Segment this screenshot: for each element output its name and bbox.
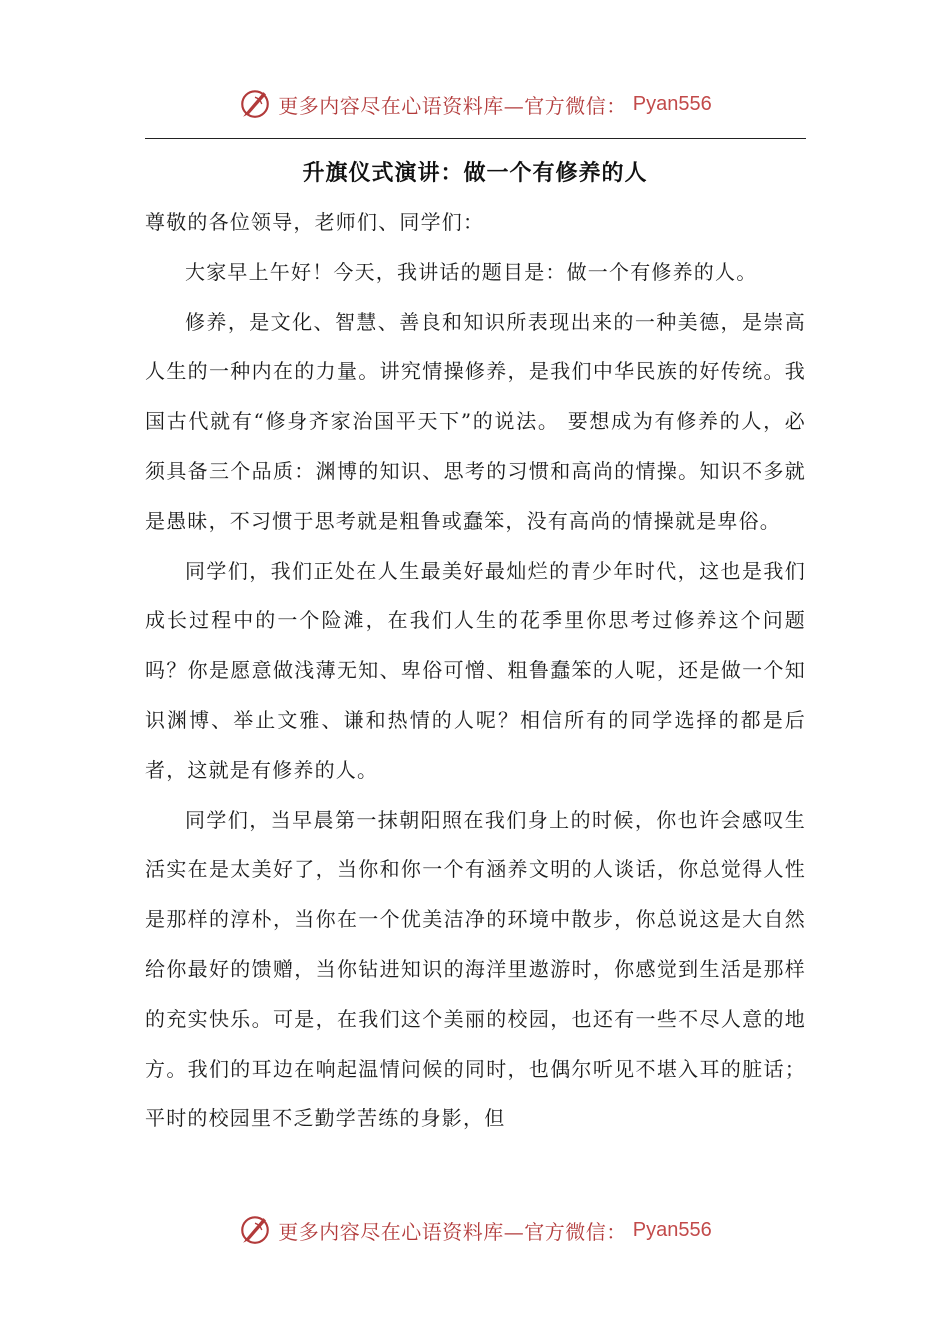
paragraph: 同学们，我们正处在人生最美好最灿烂的青少年时代，这也是我们成长过程中的一个险滩，在我们人生的花季里你思考过修养这个问题吗？你是愿意做浅薄无知、卑俗可憎、粗鲁蠢笨的人呢，还是做一个知识渊博、举止文雅、谦和热情的人呢？相信所有的同学选择的都是后者，这就是有修养的人。: [145, 558, 806, 782]
document-body: [145, 198, 806, 1144]
brand: [238, 87, 711, 121]
paragraph: 修养，是文化、智慧、善良和知识所表现出来的一种美德，是崇高人生的一种内在的力量。讲究情操修养，是我们中华民族的好传统。我国古代就有“修身齐家治国平天下”的说法。 要想成为有修养的人，必须具备三个品质：渊博的知识、思考的习惯和高尚的情操。知识不多就是愚昧，不习惯于思考就是粗鲁或蠢笨，没有高尚的情操就是卑俗。: [145, 309, 806, 533]
document-title: 升旗仪式演讲：做一个有修养的人: [302, 161, 648, 186]
brand: [238, 1213, 711, 1247]
header-watermark: [0, 84, 950, 124]
watermark-handle: Pyan556: [632, 1218, 712, 1241]
quill-logo-icon: [238, 87, 272, 121]
watermark-site-text: 更多内容尽在心语资料库—官方微信：: [278, 1219, 627, 1244]
header-divider: [145, 138, 806, 139]
paragraph: 大家早上午好！今天，我讲话的题目是：做一个有修养的人。: [185, 259, 758, 284]
footer-watermark: [0, 1210, 950, 1250]
quill-logo-icon: [238, 1213, 272, 1247]
watermark-site-text: 更多内容尽在心语资料库—官方微信：: [278, 93, 627, 118]
salutation: 尊敬的各位领导，老师们、同学们：: [145, 210, 485, 234]
watermark-handle: Pyan556: [632, 92, 712, 115]
paragraph: 同学们，当早晨第一抹朝阳照在我们身上的时候，你也许会感叹生活实在是太美好了，当你和你一个有涵养文明的人谈话，你总觉得人性是那样的淳朴，当你在一个优美洁净的环境中散步，你总说这是大自然给你最好的馈赠，当你钻进知识的海洋里遨游时，你感觉到生活是那样的充实快乐。可是，在我们这个美丽的校园，也还有一些不尽人意的地方。我们的耳边在响起温情问候的同时，也偶尔听见不堪入耳的脏话；平时的校园里不乏勤学苦练的身影，但: [145, 807, 806, 1131]
